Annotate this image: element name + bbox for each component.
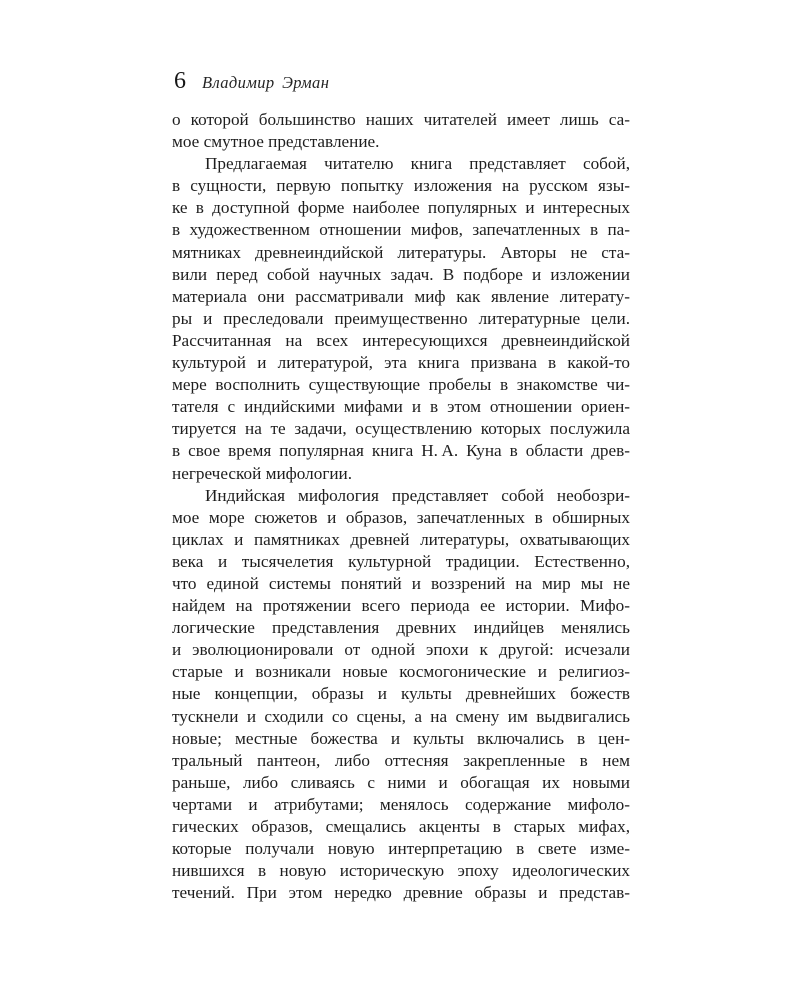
text-line: культурой и литературой, эта книга призвана в какой-то — [172, 353, 630, 373]
text-line: в сущности, первую попытку изложения на русском язы- — [172, 176, 630, 196]
text-line: материала они рассматривали миф как явление литерату- — [172, 286, 630, 306]
page-header — [174, 68, 630, 94]
text-line: в свое время популярная книга Н. А. Куна в области древ- — [172, 441, 630, 461]
text-line: Индийская мифология представляет собой необозри- — [205, 485, 630, 505]
text-line: гических образов, смещались акценты в старых мифах, — [172, 817, 630, 836]
text-line: что единой системы понятий и воззрений на мир мы не — [172, 573, 630, 593]
text-line: раньше, либо сливаясь с ними и обогащая их новыми — [172, 772, 630, 792]
text-line: течений. При этом нередко древние образы и представ- — [172, 883, 630, 903]
text-line: о которой большинство наших читателей имеет лишь са- — [172, 110, 630, 129]
text-line: и эволюционировали от одной эпохи к другой: исчезали — [172, 640, 630, 660]
text-line: найдем на протяжении всего периода ее истории. Мифо- — [172, 596, 630, 616]
text-line: века и тысячелетия культурной традиции. Естественно, — [172, 551, 630, 571]
text-line: нившихся в новую историческую эпоху идеологических — [172, 861, 630, 881]
text-line: чертами и атрибутами; менялось содержание мифоло- — [172, 794, 630, 814]
text-line: циклах и памятниках древней литературы, охватывающих — [172, 529, 630, 549]
body-text — [172, 109, 630, 904]
text-line: тателя с индийскими мифами и в этом отношении ориен- — [172, 397, 630, 417]
text-line: мятниках древнеиндийской литературы. Авторы не ста- — [172, 242, 630, 262]
text-line: мере восполнить существующие пробелы в знакомстве чи- — [172, 375, 630, 395]
text-line: Рассчитанная на всех интересующихся древнеиндийской — [172, 330, 630, 350]
text-line: мое смутное представление. — [172, 132, 380, 152]
text-line: тируется на те задачи, осуществлению которых послужила — [172, 419, 630, 439]
text-line: ры и преследовали преимущественно литературные цели. — [172, 308, 630, 328]
text-line: мое море сюжетов и образов, запечатленных в обширных — [172, 507, 630, 527]
text-line: негреческой мифологии. — [172, 463, 353, 483]
text-line: вили перед собой научных задач. В подборе и изложении — [172, 264, 630, 284]
text-line: тральный пантеон, либо оттесняя закрепленные в нем — [172, 750, 630, 770]
text-line: старые и возникали новые космогонические и религиоз- — [172, 662, 630, 682]
running-title: Владимир Эрман — [202, 73, 330, 92]
text-line: тускнели и сходили со сцены, а на смену им выдвигались — [172, 706, 630, 726]
text-line: новые; местные божества и культы включались в цен- — [172, 728, 630, 748]
page-number: 6 — [174, 68, 186, 94]
text-line: ные концепции, образы и культы древнейших божеств — [172, 684, 630, 704]
text-line: которые получали новую интерпретацию в свете изме- — [172, 839, 630, 859]
text-line: Предлагаемая читателю книга представляет собой, — [205, 154, 630, 174]
text-line: ке в доступной форме наиболее популярных и интересных — [172, 198, 630, 218]
text-line: в художественном отношении мифов, запечатленных в па- — [172, 220, 630, 240]
text-line: логические представления древних индийцев менялись — [172, 618, 630, 638]
